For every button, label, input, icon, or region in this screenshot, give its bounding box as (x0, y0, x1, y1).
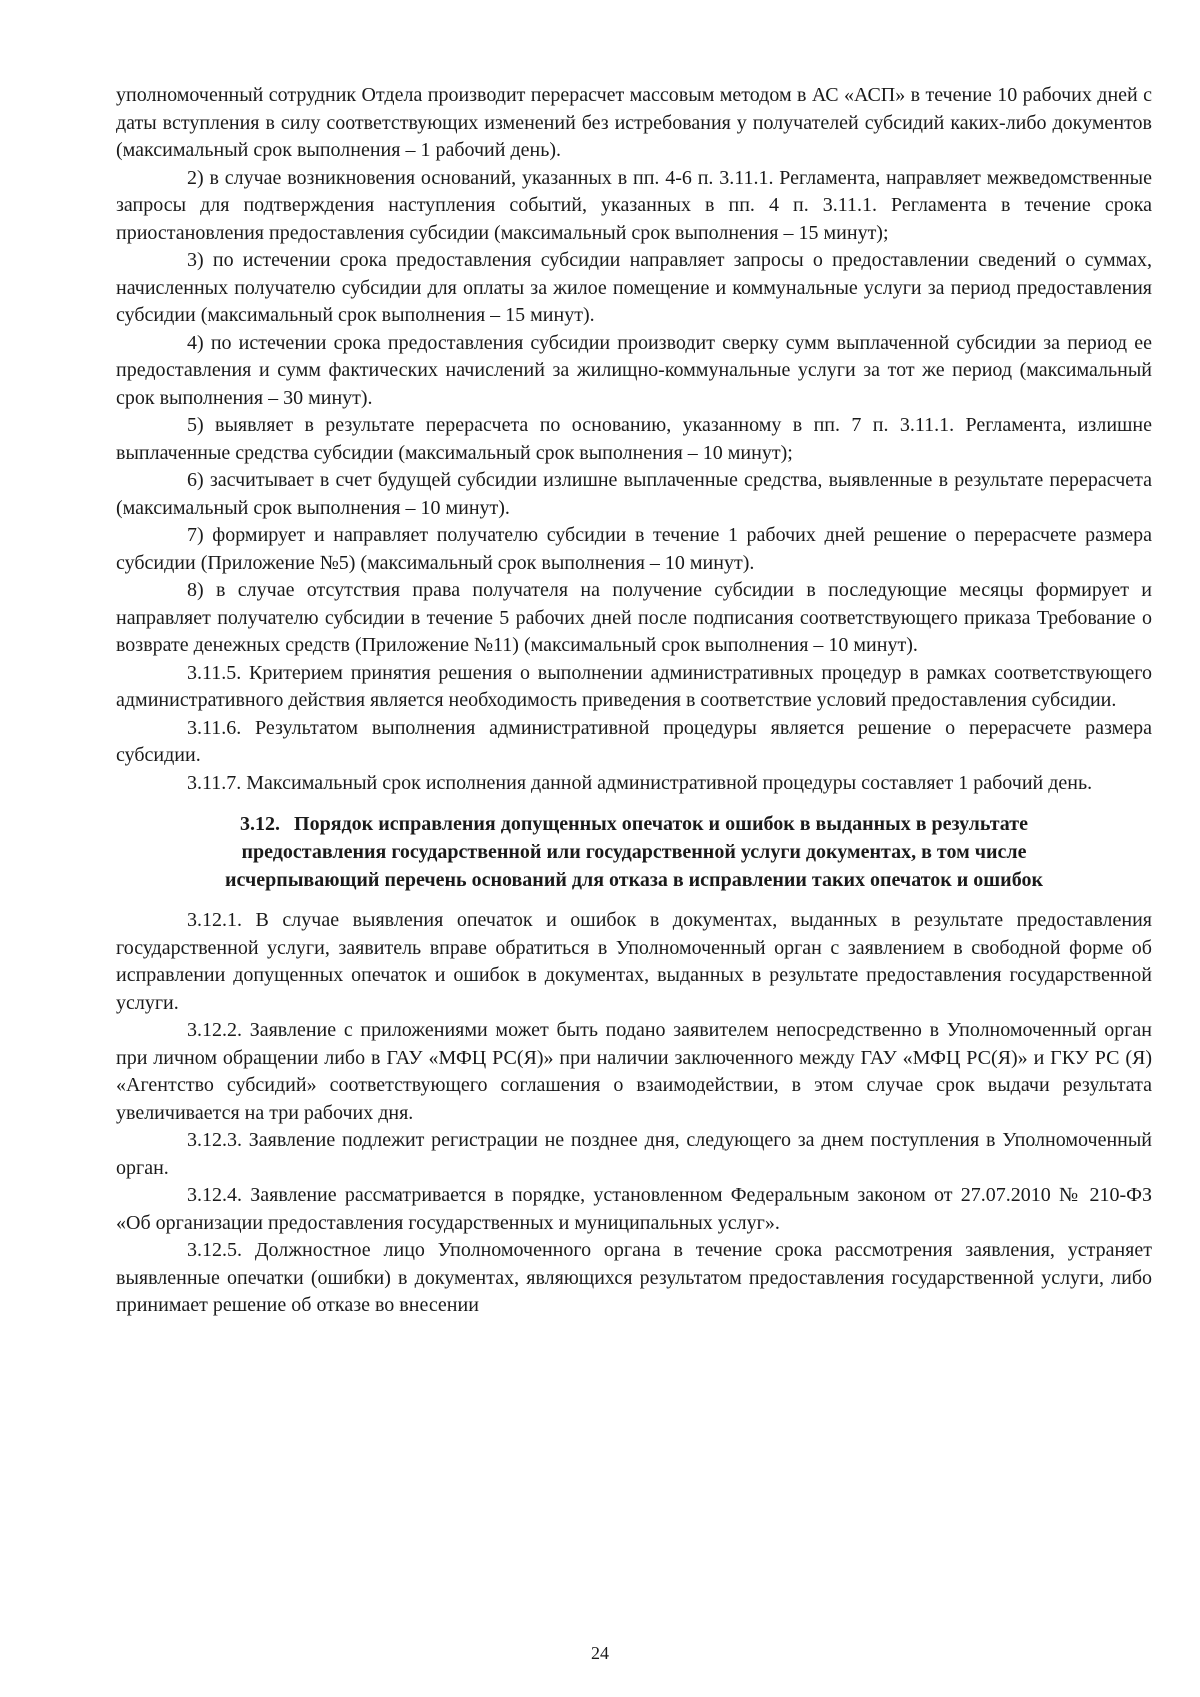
section-heading-line-3: исчерпывающий перечень оснований для отказа в исправлении таких опечаток и ошибок (225, 869, 1043, 891)
paragraph-3-11-5: 3.11.5. Критерием принятия решения о выполнении административных процедур в рамках соответствующего административного действия является необходимость приведения в соответствие условий предоставления субсидии. (116, 661, 1152, 711)
section-number: 3.12. (240, 813, 281, 835)
paragraph-item-4: 4) по истечении срока предоставления субсидии производит сверку сумм выплаченной субсидии за период ее предоставления и сумм фактических начислений за жилищно-коммунальные услуги за тот же период (максимальный срок выполнения – 30 минут). (116, 331, 1152, 409)
section-heading-line-1 (116, 810, 1152, 838)
paragraph-item-6: 6) засчитывает в счет будущей субсидии излишне выплаченные средства, выявленные в результате перерасчета (максимальный срок выполнения – 10 минут). (116, 469, 1152, 519)
section-heading-line-2: предоставления государственной или государственной услуги документах, в том числе (241, 841, 1027, 863)
paragraph-continuation: уполномоченный сотрудник Отдела производит перерасчет массовым методом в АС «АСП» в течение 10 рабочих дней с даты вступления в силу соответствующих изменений без истребования у получателей субсидий каких-либо документов (максимальный срок выполнения – 1 рабочий день). (116, 84, 1152, 161)
section-heading-3-12 (116, 810, 1152, 894)
section-heading-text-1: Порядок исправления допущенных опечаток и ошибок в выданных в результате (294, 813, 1028, 835)
paragraph-3-12-5: 3.12.5. Должностное лицо Уполномоченного органа в течение срока рассмотрения заявления, устраняет выявленные опечатки (ошибки) в документах, являющихся результатом предоставления государственной услуги, либо принимает решение об отказе во внесении (116, 1239, 1152, 1316)
paragraph-3-12-2: 3.12.2. Заявление с приложениями может быть подано заявителем непосредственно в Уполномоченный орган при личном обращении либо в ГАУ «МФЦ РС(Я)» при наличии заключенного между ГАУ «МФЦ РС(Я)» и ГКУ РС (Я) «Агентство субсидий» соответствующего соглашения о взаимодействии, в этом случае срок выдачи результата увеличивается на три рабочих дня. (116, 1019, 1152, 1124)
paragraph-item-2: 2) в случае возникновения оснований, указанных в пп. 4-6 п. 3.11.1. Регламента, направляет межведомственные запросы для подтверждения наступления событий, указанных в пп. 4 п. 3.11.1. Регламента в течение срока приостановления предоставления субсидии (максимальный срок выполнения – 15 минут); (116, 166, 1152, 244)
paragraph-3-12-4: 3.12.4. Заявление рассматривается в порядке, установленном Федеральным законом от 27.07.2010 № 210-ФЗ «Об организации предоставления государственных и муниципальных услуг». (116, 1184, 1152, 1234)
paragraph-3-12-3: 3.12.3. Заявление подлежит регистрации не позднее дня, следующего за днем поступления в Уполномоченный орган. (116, 1129, 1152, 1179)
paragraph-3-11-6: 3.11.6. Результатом выполнения административной процедуры является решение о перерасчете размера субсидии. (116, 716, 1152, 766)
paragraph-3-11-7: 3.11.7. Максимальный срок исполнения данной административной процедуры составляет 1 рабочий день. (187, 771, 1093, 794)
paragraph-3-12-1: 3.12.1. В случае выявления опечаток и ошибок в документах, выданных в результате предоставления государственной услуги, заявитель вправе обратиться в Уполномоченный орган с заявлением в свободной форме об исправлении допущенных опечаток и ошибок в документах, выданных в результате предоставления государственной услуги. (116, 909, 1152, 1014)
paragraph-item-3: 3) по истечении срока предоставления субсидии направляет запросы о предоставлении сведений о суммах, начисленных получателю субсидии для оплаты за жилое помещение и коммунальные услуги за период предоставления субсидии (максимальный срок выполнения – 15 минут). (116, 249, 1152, 326)
paragraph-item-8: 8) в случае отсутствия права получателя на получение субсидии в последующие месяцы формирует и направляет получателю субсидии в течение 5 рабочих дней после подписания соответствующего приказа Требование о возврате денежных средств (Приложение №11) (максимальный срок выполнения – 10 минут). (116, 579, 1152, 656)
paragraph-item-5: 5) выявляет в результате перерасчета по основанию, указанному в пп. 7 п. 3.11.1. Регламента, излишне выплаченные средства субсидии (максимальный срок выполнения – 10 минут); (116, 414, 1152, 464)
document-page (116, 82, 1152, 1320)
page-number: 24 (591, 1643, 609, 1663)
paragraph-item-7: 7) формирует и направляет получателю субсидии в течение 1 рабочих дней решение о перерасчете размера субсидии (Приложение №5) (максимальный срок выполнения – 10 минут). (116, 524, 1152, 574)
